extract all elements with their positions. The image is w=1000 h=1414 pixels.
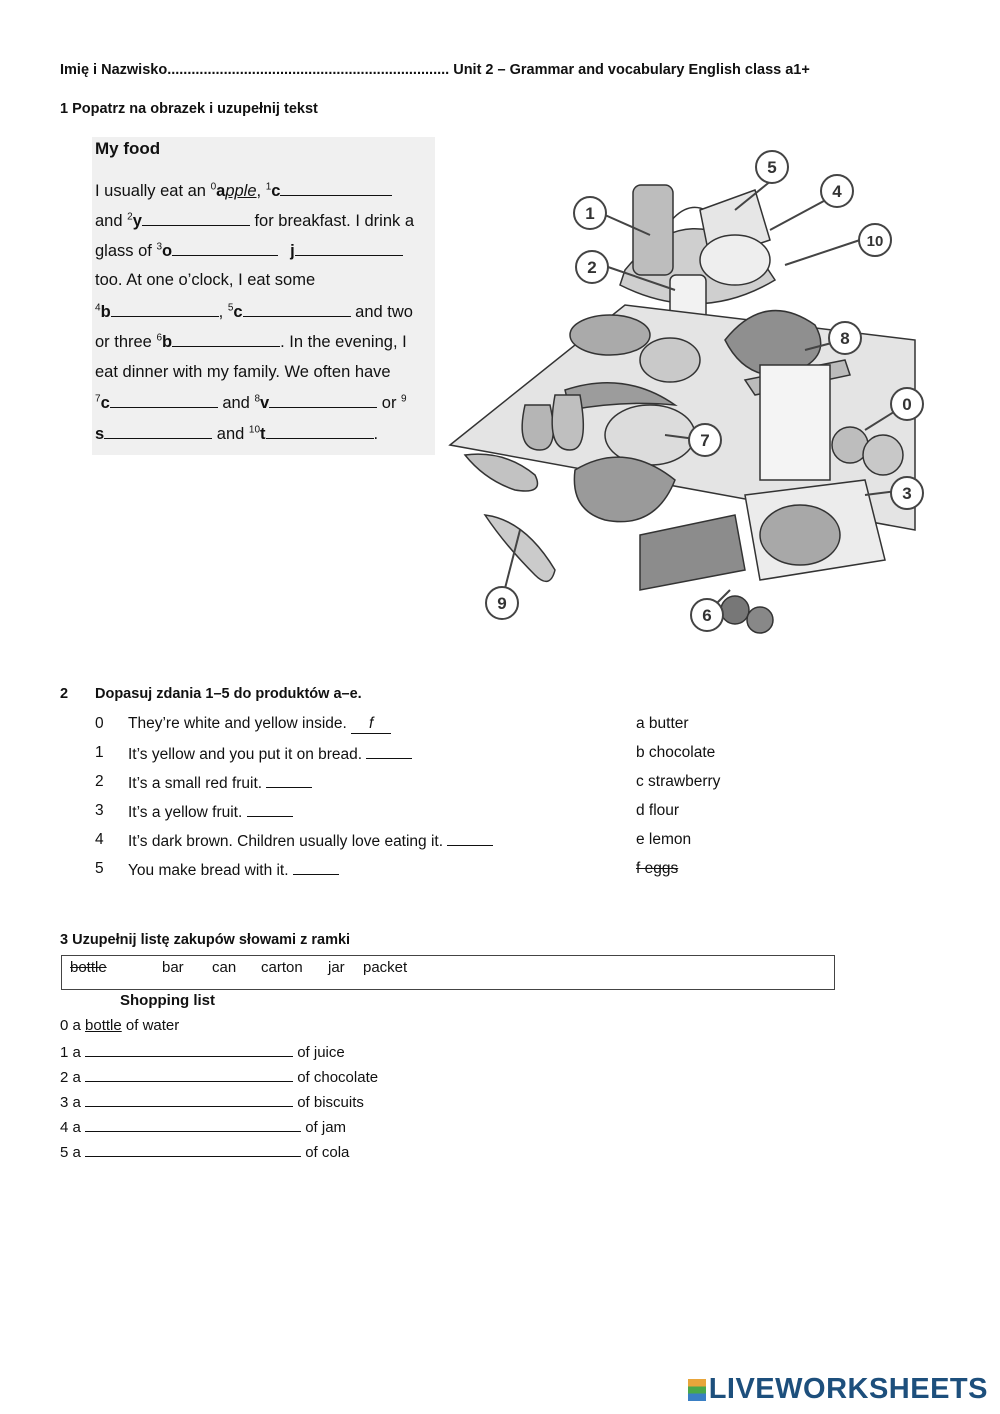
blank-4[interactable] [111,302,219,317]
ex2-answer-5[interactable] [293,860,339,875]
ex2-sentence-4: It’s dark brown. Children usually love eating it. [128,831,493,851]
ex2-num-0: 0 [95,715,104,732]
name-label: Imię i Nazwisko [60,62,168,78]
text-line-9: s and $^{10}$t . [95,424,379,443]
ex2-title: Dopasuj zdania 1–5 do produktów a–e. [95,686,362,702]
text-line-4: too. At one o’clock, I eat some [95,271,316,289]
option-d: d flour [636,802,680,819]
my-food-box [92,137,435,455]
ex2-num-2: 2 [95,773,104,790]
svg-text:9: 9 [497,594,507,613]
svg-text:1: 1 [585,204,595,223]
name-dots[interactable]: ...................................................................... [167,62,450,78]
svg-text:8: 8 [840,329,850,348]
grapes [640,338,700,382]
shopping-item-1: 1 a of juice [60,1044,345,1061]
svg-text:2: 2 [587,258,597,277]
ex2-sentence-2: It’s a small red fruit. [128,773,312,793]
strawberries [570,315,650,355]
bread [700,235,770,285]
option-c: c strawberry [636,773,721,790]
shopping-list-title: Shopping list [120,992,215,1009]
chicken [605,405,695,465]
blank-3a[interactable] [172,241,278,256]
biscuit-1 [721,596,749,624]
word-carton: carton [261,959,303,976]
ex2-num-3: 3 [95,802,104,819]
svg-text:7: 7 [700,431,710,450]
ex2-num-4: 4 [95,831,104,848]
word-bar: bar [162,959,184,976]
text-line-6: or three $^6$b . In the evening, I [95,332,407,351]
ex2-sentence-5: You make bread with it. [128,860,339,880]
blank-9[interactable] [104,424,212,439]
blank-10[interactable] [266,424,374,439]
shopping-item-4: 4 a of jam [60,1119,347,1136]
ex2-sentence-3: It’s a yellow fruit. [128,802,293,822]
logo-icon [688,1379,706,1401]
option-a: a butter [636,715,689,732]
shopping-item-0: 0 a bottle of water [60,1017,180,1034]
blank-6[interactable] [172,332,280,347]
food-illustration [445,150,935,660]
ex2-num-5: 5 [95,860,104,877]
text-line-1: I usually eat an $^0$apple, $^1$c [95,181,392,201]
ex2-answer-1[interactable] [366,744,412,759]
shopping-blank-2[interactable] [85,1067,293,1082]
unit-title: Unit 2 – Grammar and vocabulary English class a1+ [453,62,810,78]
pasta [760,505,840,565]
blank-1[interactable] [280,181,392,196]
pear-1 [522,405,553,450]
shopping-answer-0: bottle [85,1017,122,1034]
text-line-2: and $^2$y for breakfast. I drink a [95,211,415,230]
text-line-8: $^7$c and $^8$v or $^9$ [95,393,407,412]
ex2-answer-3[interactable] [247,802,293,817]
example-answer-apple: pple [225,182,257,200]
sausage-2 [485,515,555,581]
shopping-blank-4[interactable] [85,1117,301,1132]
blank-8[interactable] [269,393,377,408]
ex2-number: 2 [60,686,69,702]
blank-2[interactable] [142,211,250,226]
shopping-blank-3[interactable] [85,1092,293,1107]
ex3-title: 3 Uzupełnij listę zakupów słowami z ramki [60,932,351,948]
svg-text:10: 10 [866,233,884,250]
shopping-blank-1[interactable] [85,1042,293,1057]
word-jar: jar [328,959,345,976]
option-f: f eggs [636,860,679,877]
shopping-item-2: 2 a of chocolate [60,1069,379,1086]
ex2-sentence-1: It’s yellow and you put it on bread. [128,744,412,764]
svg-text:6: 6 [702,606,712,625]
ex2-answer-4[interactable] [447,831,493,846]
ex2-answer-0[interactable]: f [351,715,391,734]
pear-2 [552,395,583,450]
worksheet-header [60,62,810,78]
apple-2 [863,435,903,475]
my-food-title: My food [95,139,161,158]
text-line-3: glass of $^3$o j [95,241,403,261]
ex2-num-1: 1 [95,744,104,761]
ex2-sentence-0: They’re white and yellow inside. f [128,715,391,734]
ex2-answer-2[interactable] [266,773,312,788]
text-line-5: $^4$b , $^5$c and two [95,302,413,321]
blank-5[interactable] [243,302,351,317]
option-e: e lemon [636,831,692,848]
blank-3b[interactable] [295,241,403,256]
shopping-blank-5[interactable] [85,1142,301,1157]
chocolate-bar [640,515,745,590]
word-bottle: bottle [70,959,107,976]
biscuit-2 [747,607,773,633]
svg-text:4: 4 [832,182,842,201]
word-can: can [212,959,237,976]
juice-carton [760,365,830,480]
liveworksheets-logo: LIVEWORKSHEETS [688,1373,988,1406]
svg-text:0: 0 [902,395,912,414]
ex1-title: 1 Popatrz na obrazek i uzupełnij tekst [60,101,318,117]
text-line-7: eat dinner with my family. We often have [95,363,391,381]
word-box [61,955,835,990]
blank-7[interactable] [110,393,218,408]
word-packet: packet [363,959,408,976]
shopping-item-5: 5 a of cola [60,1144,350,1161]
svg-text:3: 3 [902,484,912,503]
shopping-item-3: 3 a of biscuits [60,1094,364,1111]
svg-text:5: 5 [767,158,777,177]
option-b: b chocolate [636,744,716,761]
